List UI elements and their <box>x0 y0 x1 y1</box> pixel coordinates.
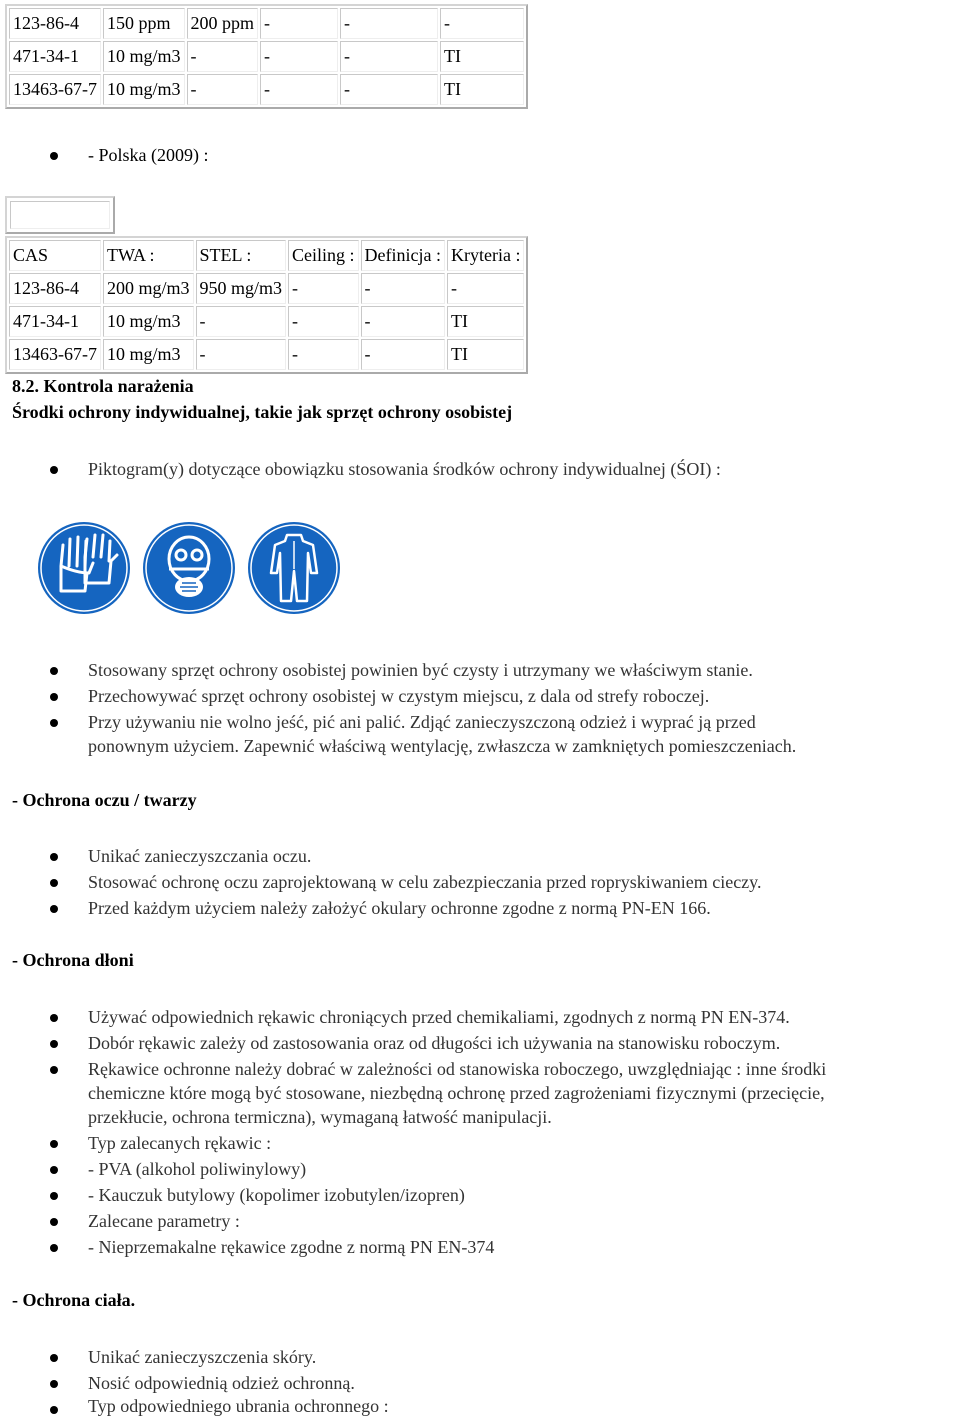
table-cell: - <box>187 41 259 72</box>
exposure-table-2 <box>5 236 528 374</box>
table-cell: 200 mg/m3 <box>103 273 194 304</box>
bullet <box>50 879 58 887</box>
table-cell: 150 ppm <box>103 8 185 39</box>
list-item: Rękawice ochronne należy dobrać w zależności od stanowiska roboczego, uwzględniając : inne środki <box>88 1059 827 1079</box>
table-row <box>9 41 524 72</box>
bullet <box>50 853 58 861</box>
list-item: Nosić odpowiednią odzież ochronną. <box>88 1373 355 1393</box>
table-cell: - <box>340 41 438 72</box>
list-item: Typ zalecanych rękawic : <box>88 1133 272 1153</box>
bullet <box>50 1014 58 1022</box>
bullet <box>50 1406 58 1414</box>
table-cell: - <box>361 306 445 337</box>
table-cell: 10 mg/m3 <box>103 339 194 370</box>
bullet <box>50 1192 58 1200</box>
pictogram-intro: Piktogram(y) dotyczące obowiązku stosowania środków ochrony indywidualnej (ŚOI) : <box>88 459 721 479</box>
table-cell: 10 mg/m3 <box>103 306 194 337</box>
table-cell: 10 mg/m3 <box>103 41 185 72</box>
table-cell: TI <box>447 339 524 370</box>
table-header-row <box>9 240 524 271</box>
bullet <box>50 905 58 913</box>
table-row <box>9 74 524 105</box>
bullet <box>50 667 58 675</box>
list-item: Dobór rękawic zależy od zastosowania oraz od długości ich używania na stanowisku roboczym. <box>88 1033 781 1053</box>
table-cell: 471-34-1 <box>9 41 101 72</box>
list-item-continuation: chemiczne które mogą być stosowane, niezbędną ochronę przed zagrożeniami fizycznymi (przecięcie, <box>88 1083 825 1103</box>
list-item: Unikać zanieczyszczania oczu. <box>88 846 312 866</box>
bullet <box>50 1218 58 1226</box>
table-cell: - <box>260 41 338 72</box>
section-subtitle: Środki ochrony indywidualnej, takie jak sprzęt ochrony osobistej <box>12 402 513 422</box>
gloves-icon <box>37 521 131 615</box>
table-cell: 10 mg/m3 <box>103 74 185 105</box>
list-item: Przechowywać sprzęt ochrony osobistej w czystym miejscu, z dala od strefy roboczej. <box>88 686 710 706</box>
bullet <box>50 693 58 701</box>
table-cell: - <box>288 273 359 304</box>
list-item: Unikać zanieczyszczenia skóry. <box>88 1347 317 1367</box>
bullet <box>50 1166 58 1174</box>
table-cell: 950 mg/m3 <box>196 273 287 304</box>
list-item: - Nieprzemakalne rękawice zgodne z normą PN EN-374 <box>88 1237 495 1257</box>
list-item: Używać odpowiednich rękawic chroniących przed chemikaliami, zgodnych z normą PN EN-374. <box>88 1007 790 1027</box>
bullet <box>50 1140 58 1148</box>
bullet <box>50 1066 58 1074</box>
table-cell: - <box>447 273 524 304</box>
table-cell: 13463-67-7 <box>9 339 101 370</box>
table-cell: - <box>288 306 359 337</box>
body-protection-heading: - Ochrona ciała. <box>12 1290 136 1310</box>
table-cell: - <box>187 74 259 105</box>
list-item: Typ odpowiedniego ubrania ochronnego : <box>88 1396 389 1416</box>
table-row <box>9 306 524 337</box>
table-cell: TI <box>447 306 524 337</box>
table-cell: - <box>340 8 438 39</box>
list-item: Stosować ochronę oczu zaprojektowaną w celu zabezpieczania przed ropryskiwaniem cieczy. <box>88 872 762 892</box>
table-cell: 13463-67-7 <box>9 74 101 105</box>
column-header: CAS <box>9 240 101 271</box>
empty-header-box <box>5 196 115 234</box>
table-row <box>9 8 524 39</box>
table-row <box>9 339 524 370</box>
table-cell: - <box>260 74 338 105</box>
hand-protection-heading: - Ochrona dłoni <box>12 950 134 970</box>
list-item: Przed każdym użyciem należy założyć okulary ochronne zgodne z normą PN-EN 166. <box>88 898 711 918</box>
list-item: Przy używaniu nie wolno jeść, pić ani palić. Zdjąć zanieczyszczoną odzież i wyprać ją przed <box>88 712 756 732</box>
table-cell: 471-34-1 <box>9 306 101 337</box>
table-cell: TI <box>440 74 524 105</box>
section-title: 8.2. Kontrola narażenia <box>12 376 194 396</box>
table-cell: - <box>196 306 287 337</box>
list-item-continuation: przekłucie, ochrona termiczna), wymaganą łatwość manipulacji. <box>88 1107 552 1127</box>
table-cell: 200 ppm <box>187 8 259 39</box>
respirator-icon <box>142 521 236 615</box>
table-cell: - <box>196 339 287 370</box>
bullet <box>50 1040 58 1048</box>
table-cell: - <box>440 8 524 39</box>
list-item-continuation: ponownym użyciem. Zapewnić właściwą wentylację, zwłaszcza w zamkniętych pomieszczeniach. <box>88 736 797 756</box>
column-header: Definicja : <box>361 240 445 271</box>
table-cell: - <box>288 339 359 370</box>
list-item: - PVA (alkohol poliwinylowy) <box>88 1159 307 1179</box>
list-item: - Kauczuk butylowy (kopolimer izobutylen/izopren) <box>88 1185 465 1205</box>
bullet <box>50 1244 58 1252</box>
table-cell: TI <box>440 41 524 72</box>
eye-protection-heading: - Ochrona oczu / twarzy <box>12 790 197 810</box>
bullet <box>50 152 58 160</box>
table-cell: - <box>361 339 445 370</box>
bullet <box>50 466 58 474</box>
column-header: Kryteria : <box>447 240 524 271</box>
table-cell: - <box>260 8 338 39</box>
list-item: Stosowany sprzęt ochrony osobistej powinien być czysty i utrzymany we właściwym stanie. <box>88 660 753 680</box>
column-header: Ceiling : <box>288 240 359 271</box>
bullet <box>50 719 58 727</box>
table-cell: 123-86-4 <box>9 273 101 304</box>
list-item: Zalecane parametry : <box>88 1211 240 1231</box>
table-cell: - <box>340 74 438 105</box>
column-header: TWA : <box>103 240 194 271</box>
table-cell: - <box>361 273 445 304</box>
column-header: STEL : <box>196 240 287 271</box>
poland-label: - Polska (2009) : <box>88 145 209 165</box>
protective-suit-icon <box>247 521 341 615</box>
exposure-table-1 <box>5 4 528 109</box>
table-cell: 123-86-4 <box>9 8 101 39</box>
bullet <box>50 1354 58 1362</box>
bullet <box>50 1380 58 1388</box>
table-row <box>9 273 524 304</box>
